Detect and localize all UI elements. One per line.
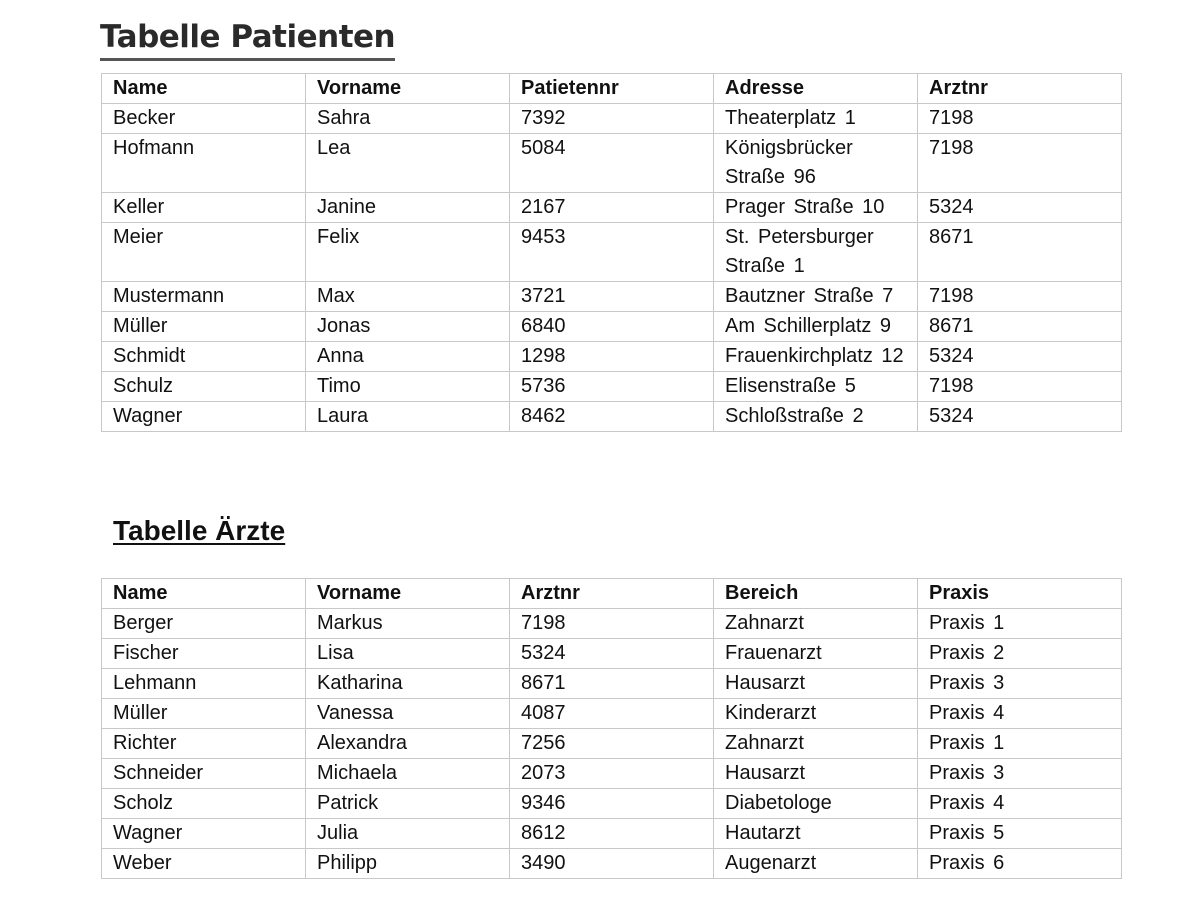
patients-table [101, 73, 1122, 432]
table-cell: 7198 [918, 372, 1122, 402]
column-header-name: Name [102, 74, 306, 104]
table-cell: Frauenkirchplatz 12 [714, 342, 918, 372]
table-cell: 7256 [510, 729, 714, 759]
table-cell: 6840 [510, 312, 714, 342]
table-cell: Janine [306, 193, 510, 223]
table-cell: Lisa [306, 639, 510, 669]
table-cell: 8462 [510, 402, 714, 432]
table-cell: 5084 [510, 134, 714, 193]
doctors-table [101, 578, 1122, 879]
table-cell: 5324 [510, 639, 714, 669]
table-cell: St. Petersburger Straße 1 [714, 223, 918, 282]
table-row [102, 104, 1122, 134]
table-cell: Fischer [102, 639, 306, 669]
table-cell: 7198 [918, 282, 1122, 312]
table-row [102, 639, 1122, 669]
table-cell: 5324 [918, 342, 1122, 372]
table-cell: 2073 [510, 759, 714, 789]
patients-table-body [102, 104, 1122, 432]
table-cell: Praxis 5 [918, 819, 1122, 849]
table-row [102, 669, 1122, 699]
table-cell: Anna [306, 342, 510, 372]
table-cell: 7198 [918, 104, 1122, 134]
table-cell: Mustermann [102, 282, 306, 312]
table-cell: 3490 [510, 849, 714, 879]
column-header-patientennr: Patietennr [510, 74, 714, 104]
table-cell: 5324 [918, 193, 1122, 223]
table-row [102, 789, 1122, 819]
column-header-arztnr: Arztnr [510, 579, 714, 609]
table-cell: Bautzner Straße 7 [714, 282, 918, 312]
table-cell: Lea [306, 134, 510, 193]
table-cell: 9346 [510, 789, 714, 819]
table-cell: Schloßstraße 2 [714, 402, 918, 432]
table-row [102, 699, 1122, 729]
table-cell: Königsbrücker Straße 96 [714, 134, 918, 193]
table-cell: Schneider [102, 759, 306, 789]
table-cell: Praxis 3 [918, 759, 1122, 789]
table-row [102, 342, 1122, 372]
table-row [102, 223, 1122, 282]
table-cell: Scholz [102, 789, 306, 819]
column-header-vorname: Vorname [306, 579, 510, 609]
table-cell: Timo [306, 372, 510, 402]
doctors-table-body [102, 609, 1122, 879]
table-cell: Schmidt [102, 342, 306, 372]
table-cell: 8612 [510, 819, 714, 849]
table-cell: Berger [102, 609, 306, 639]
table-cell: Laura [306, 402, 510, 432]
table-cell: Becker [102, 104, 306, 134]
table-cell: Müller [102, 699, 306, 729]
table-cell: 4087 [510, 699, 714, 729]
table-cell: Wagner [102, 402, 306, 432]
table-cell: Julia [306, 819, 510, 849]
table-cell: 9453 [510, 223, 714, 282]
table-cell: Prager Straße 10 [714, 193, 918, 223]
table-cell: Schulz [102, 372, 306, 402]
table-cell: 8671 [918, 223, 1122, 282]
table-cell: Patrick [306, 789, 510, 819]
table-cell: Max [306, 282, 510, 312]
table-cell: Hofmann [102, 134, 306, 193]
table-cell: 1298 [510, 342, 714, 372]
table-cell: Alexandra [306, 729, 510, 759]
table-cell: 7198 [510, 609, 714, 639]
doctors-table-title: Tabelle Ärzte [113, 515, 286, 546]
table-cell: 5324 [918, 402, 1122, 432]
table-cell: Praxis 3 [918, 669, 1122, 699]
column-header-vorname: Vorname [306, 74, 510, 104]
table-row [102, 312, 1122, 342]
table-cell: Praxis 4 [918, 699, 1122, 729]
table-cell: Praxis 6 [918, 849, 1122, 879]
table-cell: Theaterplatz 1 [714, 104, 918, 134]
table-cell: Katharina [306, 669, 510, 699]
table-cell: Michaela [306, 759, 510, 789]
table-cell: Richter [102, 729, 306, 759]
table-cell: Jonas [306, 312, 510, 342]
column-header-bereich: Bereich [714, 579, 918, 609]
table-cell: Müller [102, 312, 306, 342]
table-cell: Elisenstraße 5 [714, 372, 918, 402]
table-cell: Sahra [306, 104, 510, 134]
patients-table-title: Tabelle Patienten [100, 18, 395, 61]
table-cell: Vanessa [306, 699, 510, 729]
table-cell: Meier [102, 223, 306, 282]
table-cell: Zahnarzt [714, 729, 918, 759]
table-row [102, 193, 1122, 223]
column-header-praxis: Praxis [918, 579, 1122, 609]
table-cell: Hausarzt [714, 669, 918, 699]
table-row [102, 134, 1122, 193]
table-row [102, 849, 1122, 879]
table-cell: Praxis 1 [918, 729, 1122, 759]
table-cell: Zahnarzt [714, 609, 918, 639]
table-cell: Augenarzt [714, 849, 918, 879]
table-cell: Frauenarzt [714, 639, 918, 669]
table-row [102, 402, 1122, 432]
table-header-row [102, 579, 1122, 609]
table-cell: Praxis 2 [918, 639, 1122, 669]
table-cell: 8671 [510, 669, 714, 699]
table-cell: Keller [102, 193, 306, 223]
table-cell: 7198 [918, 134, 1122, 193]
table-row [102, 609, 1122, 639]
table-cell: Am Schillerplatz 9 [714, 312, 918, 342]
table-cell: 2167 [510, 193, 714, 223]
table-row [102, 282, 1122, 312]
table-cell: Lehmann [102, 669, 306, 699]
table-header-row [102, 74, 1122, 104]
table-cell: Weber [102, 849, 306, 879]
table-cell: Markus [306, 609, 510, 639]
table-cell: 5736 [510, 372, 714, 402]
table-cell: Hausarzt [714, 759, 918, 789]
table-cell: Diabetologe [714, 789, 918, 819]
column-header-name: Name [102, 579, 306, 609]
column-header-arztnr: Arztnr [918, 74, 1122, 104]
table-row [102, 729, 1122, 759]
table-cell: 7392 [510, 104, 714, 134]
table-row [102, 372, 1122, 402]
table-cell: Praxis 1 [918, 609, 1122, 639]
table-cell: 3721 [510, 282, 714, 312]
table-cell: Kinderarzt [714, 699, 918, 729]
table-row [102, 819, 1122, 849]
table-cell: Hautarzt [714, 819, 918, 849]
table-row [102, 759, 1122, 789]
table-cell: Wagner [102, 819, 306, 849]
table-cell: Philipp [306, 849, 510, 879]
table-cell: 8671 [918, 312, 1122, 342]
column-header-adresse: Adresse [714, 74, 918, 104]
table-cell: Praxis 4 [918, 789, 1122, 819]
table-cell: Felix [306, 223, 510, 282]
